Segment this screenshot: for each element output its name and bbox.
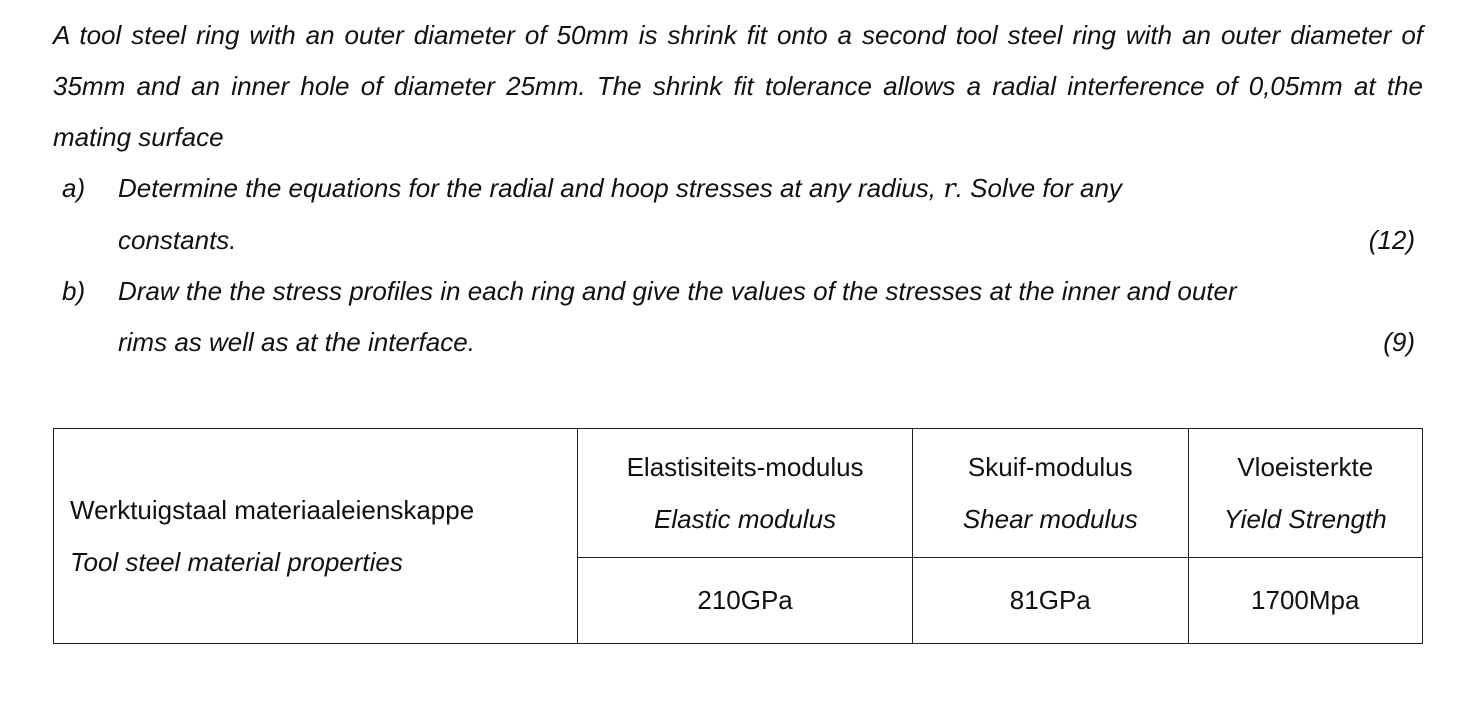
value-shear-modulus: 81GPa <box>913 558 1188 644</box>
question-list <box>53 163 1423 368</box>
row-label-cell <box>54 429 578 644</box>
question-a-line2 <box>118 215 1423 266</box>
radius-variable: r <box>943 174 956 204</box>
question-a-text: Determine the equations for the radial and hoop stresses at any radius, <box>118 173 937 203</box>
column-header-en: Yield Strength <box>1223 504 1387 534</box>
value-yield-strength: 1700Mpa <box>1188 558 1423 644</box>
problem-statement <box>53 10 1423 368</box>
column-header-elastic-modulus <box>578 429 913 558</box>
column-header-en: Elastic modulus <box>654 504 837 534</box>
question-a <box>53 163 1423 266</box>
question-b <box>53 266 1423 368</box>
column-header-en: Shear modulus <box>962 504 1138 534</box>
question-b-line2 <box>118 317 1423 368</box>
problem-intro: A tool steel ring with an outer diameter of 50mm is shrink fit onto a second tool steel ring with an outer diameter of 35mm and an inner hole of diameter 25mm. The shrink fit tolerance allows a radial interference of 0,05mm at the mating surface <box>53 20 1423 152</box>
question-a-text-line2: constants. <box>118 225 237 255</box>
table-header-row <box>54 429 1423 558</box>
row-label-afrikaans: Werktuigstaal materiaaleienskappe <box>70 495 475 525</box>
question-a-text-tail: . Solve for any <box>955 173 1122 203</box>
question-a-letter: a) <box>62 173 86 203</box>
column-header-af: Elastisiteits-modulus <box>626 452 864 482</box>
question-a-marks: (12) <box>1368 225 1415 255</box>
column-header-af: Skuif-modulus <box>967 452 1133 482</box>
material-properties-table <box>53 428 1423 644</box>
question-b-text-line2: rims as well as at the interface. <box>118 327 475 357</box>
value-elastic-modulus: 210GPa <box>578 558 913 644</box>
column-header-af: Vloeisterkte <box>1237 452 1374 482</box>
question-b-letter: b) <box>62 276 86 306</box>
column-header-yield-strength <box>1188 429 1423 558</box>
column-header-shear-modulus <box>913 429 1188 558</box>
row-label-english: Tool steel material properties <box>70 547 403 577</box>
question-a-line1 <box>118 163 1423 215</box>
question-b-line1: Draw the the stress profiles in each ring and give the values of the stresses at the inner and outer <box>118 276 1237 306</box>
question-b-marks: (9) <box>1383 327 1415 357</box>
